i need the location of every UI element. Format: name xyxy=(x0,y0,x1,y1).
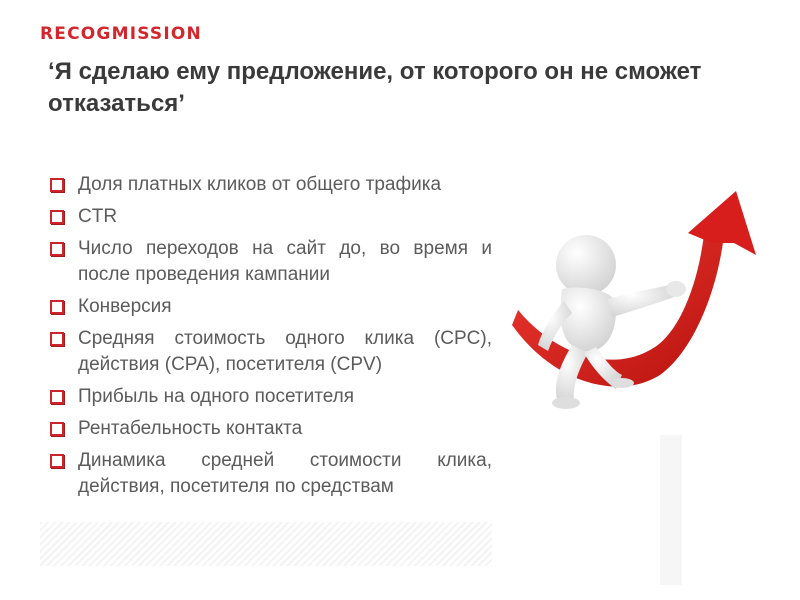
bullet-item xyxy=(48,326,492,378)
bullet-text: Рентабельность контакта xyxy=(78,418,303,439)
brand-logo: RECOGMISSION xyxy=(40,24,202,44)
bullet-text: Число переходов на сайт до, во время и после проведения кампании xyxy=(78,238,492,285)
bullet-text: Конверсия xyxy=(78,296,172,317)
checkbox-bullet-icon xyxy=(50,390,64,404)
checkbox-bullet-icon xyxy=(50,300,64,314)
bullet-list xyxy=(48,172,492,506)
bullet-text: Средняя стоимость одного клика (CPC), действия (CPA), посетителя (CPV) xyxy=(78,328,492,375)
bullet-text: Доля платных кликов от общего трафика xyxy=(78,174,442,195)
bullet-item xyxy=(48,204,492,230)
figure-arm-right xyxy=(608,285,674,317)
figure-head xyxy=(556,235,616,295)
slide-title: ‘Я сделаю ему предложение, от которого он не сможет отказаться’ xyxy=(48,58,702,117)
checkbox-bullet-icon xyxy=(50,454,64,468)
figure-foot-left xyxy=(552,397,580,409)
figure-torso xyxy=(561,288,617,352)
bullet-item xyxy=(48,416,492,442)
bullet-text: Прибыль на одного посетителя xyxy=(78,386,355,407)
decorative-stripe xyxy=(40,522,492,566)
figure-foot-right xyxy=(610,378,634,388)
bullet-item xyxy=(48,172,492,198)
bullet-item xyxy=(48,236,492,288)
figure-hand xyxy=(666,281,686,297)
bullet-item xyxy=(48,448,492,500)
checkbox-bullet-icon xyxy=(50,332,64,346)
bullet-item xyxy=(48,384,492,410)
checkbox-bullet-icon xyxy=(50,210,64,224)
figure-walking-on-rising-arrow-icon xyxy=(500,185,780,585)
bullet-text: Динамика средней стоимости клика, действия, посетителя по средствам xyxy=(78,450,492,497)
checkbox-bullet-icon xyxy=(50,422,64,436)
bullet-text: CTR xyxy=(78,206,118,227)
checkbox-bullet-icon xyxy=(50,178,64,192)
bullet-item xyxy=(48,294,492,320)
checkbox-bullet-icon xyxy=(50,242,64,256)
reflection-shape xyxy=(660,435,682,585)
